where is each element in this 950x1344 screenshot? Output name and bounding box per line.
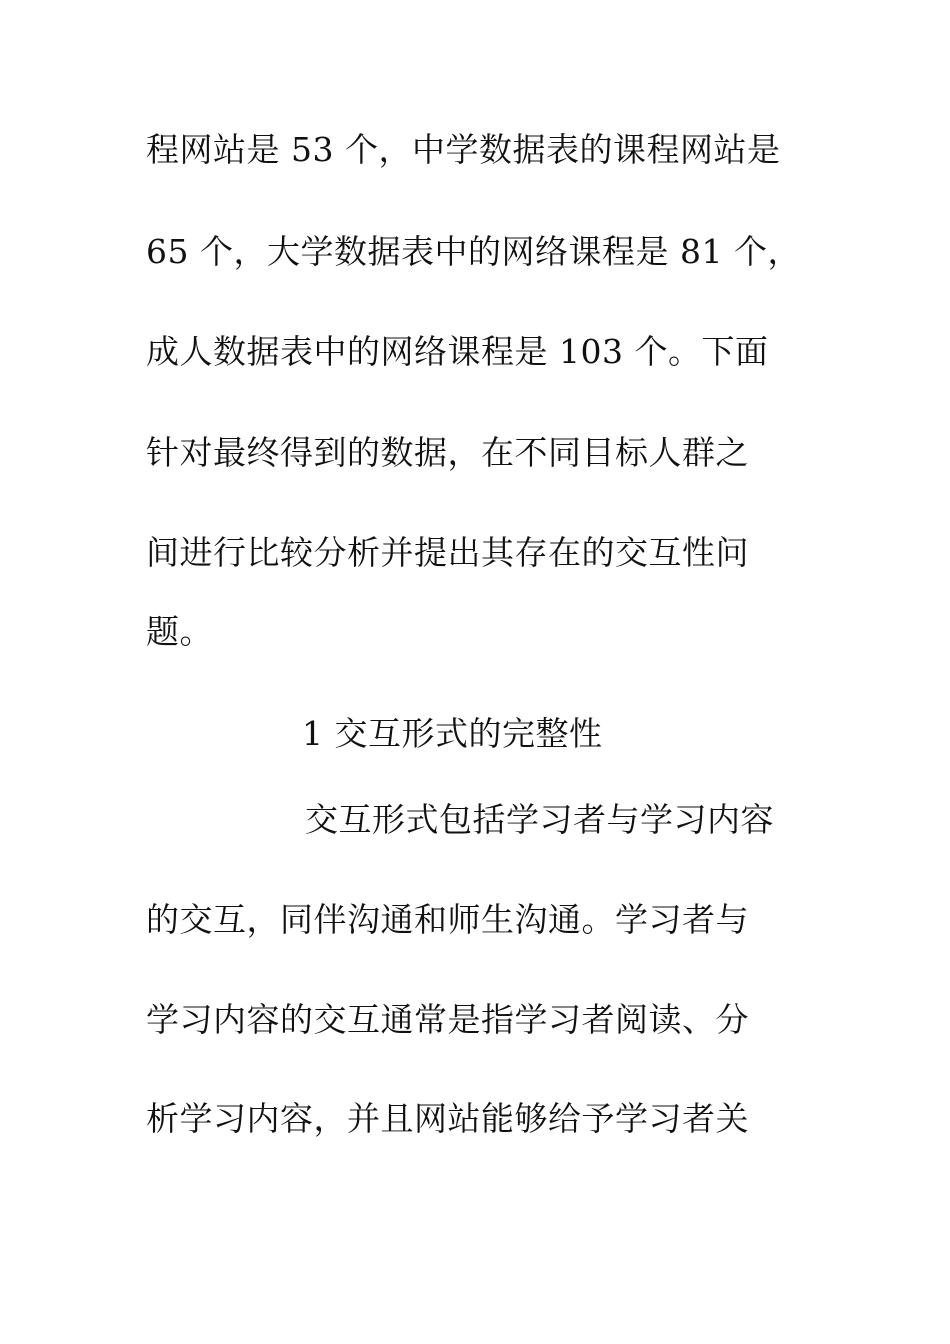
section-heading: 1 交互形式的完整性 [302,714,603,753]
paragraph-line: 析学习内容，并且网站能够给予学习者关 [146,1099,749,1138]
paragraph-line: 题。 [146,612,213,651]
paragraph-line: 程网站是 53 个，中学数据表的课程网站是 [146,130,781,169]
paragraph-line: 间进行比较分析并提出其存在的交互性问 [146,533,749,572]
paragraph-line: 65 个，大学数据表中的网络课程是 81 个， [146,232,801,271]
paragraph-line: 的交互，同伴沟通和师生沟通。学习者与 [146,900,749,939]
paragraph-line: 交互形式包括学习者与学习内容 [305,800,774,839]
paragraph-line: 学习内容的交互通常是指学习者阅读、分 [146,1000,749,1039]
paragraph-line: 成人数据表中的网络课程是 103 个。下面 [146,332,769,371]
paragraph-line: 针对最终得到的数据，在不同目标人群之 [146,433,749,472]
